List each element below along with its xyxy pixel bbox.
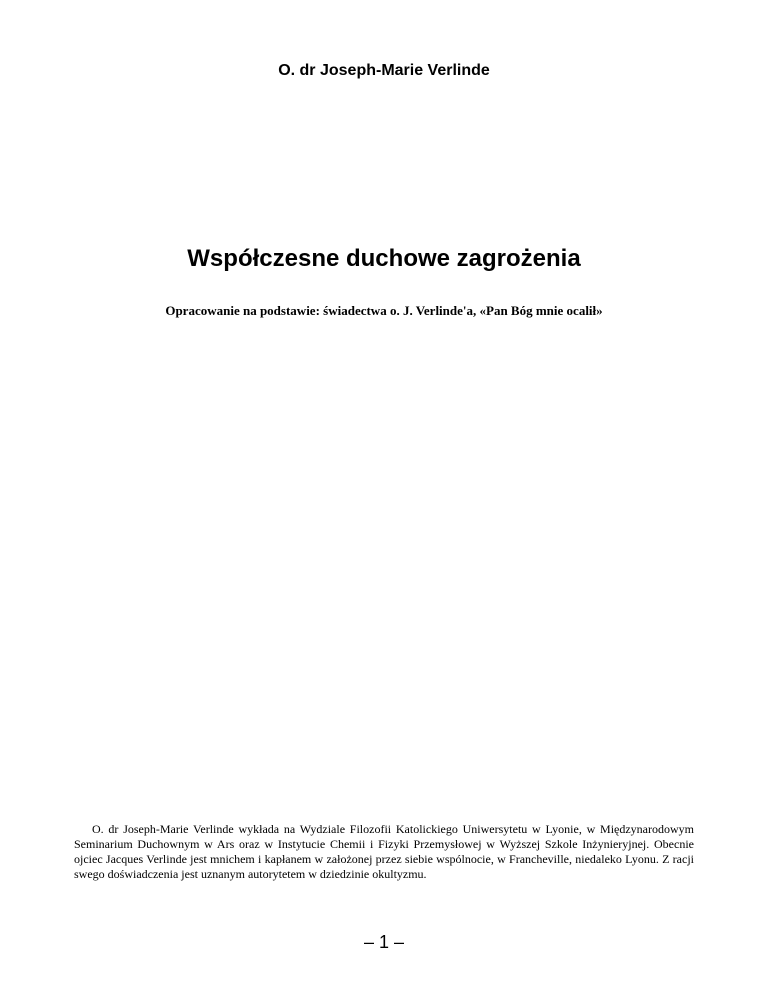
page-number: – 1 – (363, 932, 405, 952)
author-heading: O. dr Joseph-Marie Verlinde (278, 62, 490, 79)
author-bio-paragraph: O. dr Joseph-Marie Verlinde wykłada na Wydziale Filozofii Katolickiego Uniwersytetu w Lyonie, w Międzynarodowym Seminarium Duchownym w Ars oraz w Instytucie Chemii i Fizyki Przemysłowej w Wyższej Szkole Inżynieryjnej. Obecnie ojciec Jacques Verlinde jest mnichem i kapłanem w założonej przez siebie wspólnocie, w Francheville, niedaleko Lyonu. Z racji swego doświadczenia jest uznanym autorytetem w dziedzinie okultyzmu. (74, 822, 694, 881)
document-subtitle: Opracowanie na podstawie: świadectwa o. J. Verlinde'a, «Pan Bóg mnie ocalił» (165, 303, 603, 318)
document-title: Współczesne duchowe zagrożenia (187, 245, 581, 272)
